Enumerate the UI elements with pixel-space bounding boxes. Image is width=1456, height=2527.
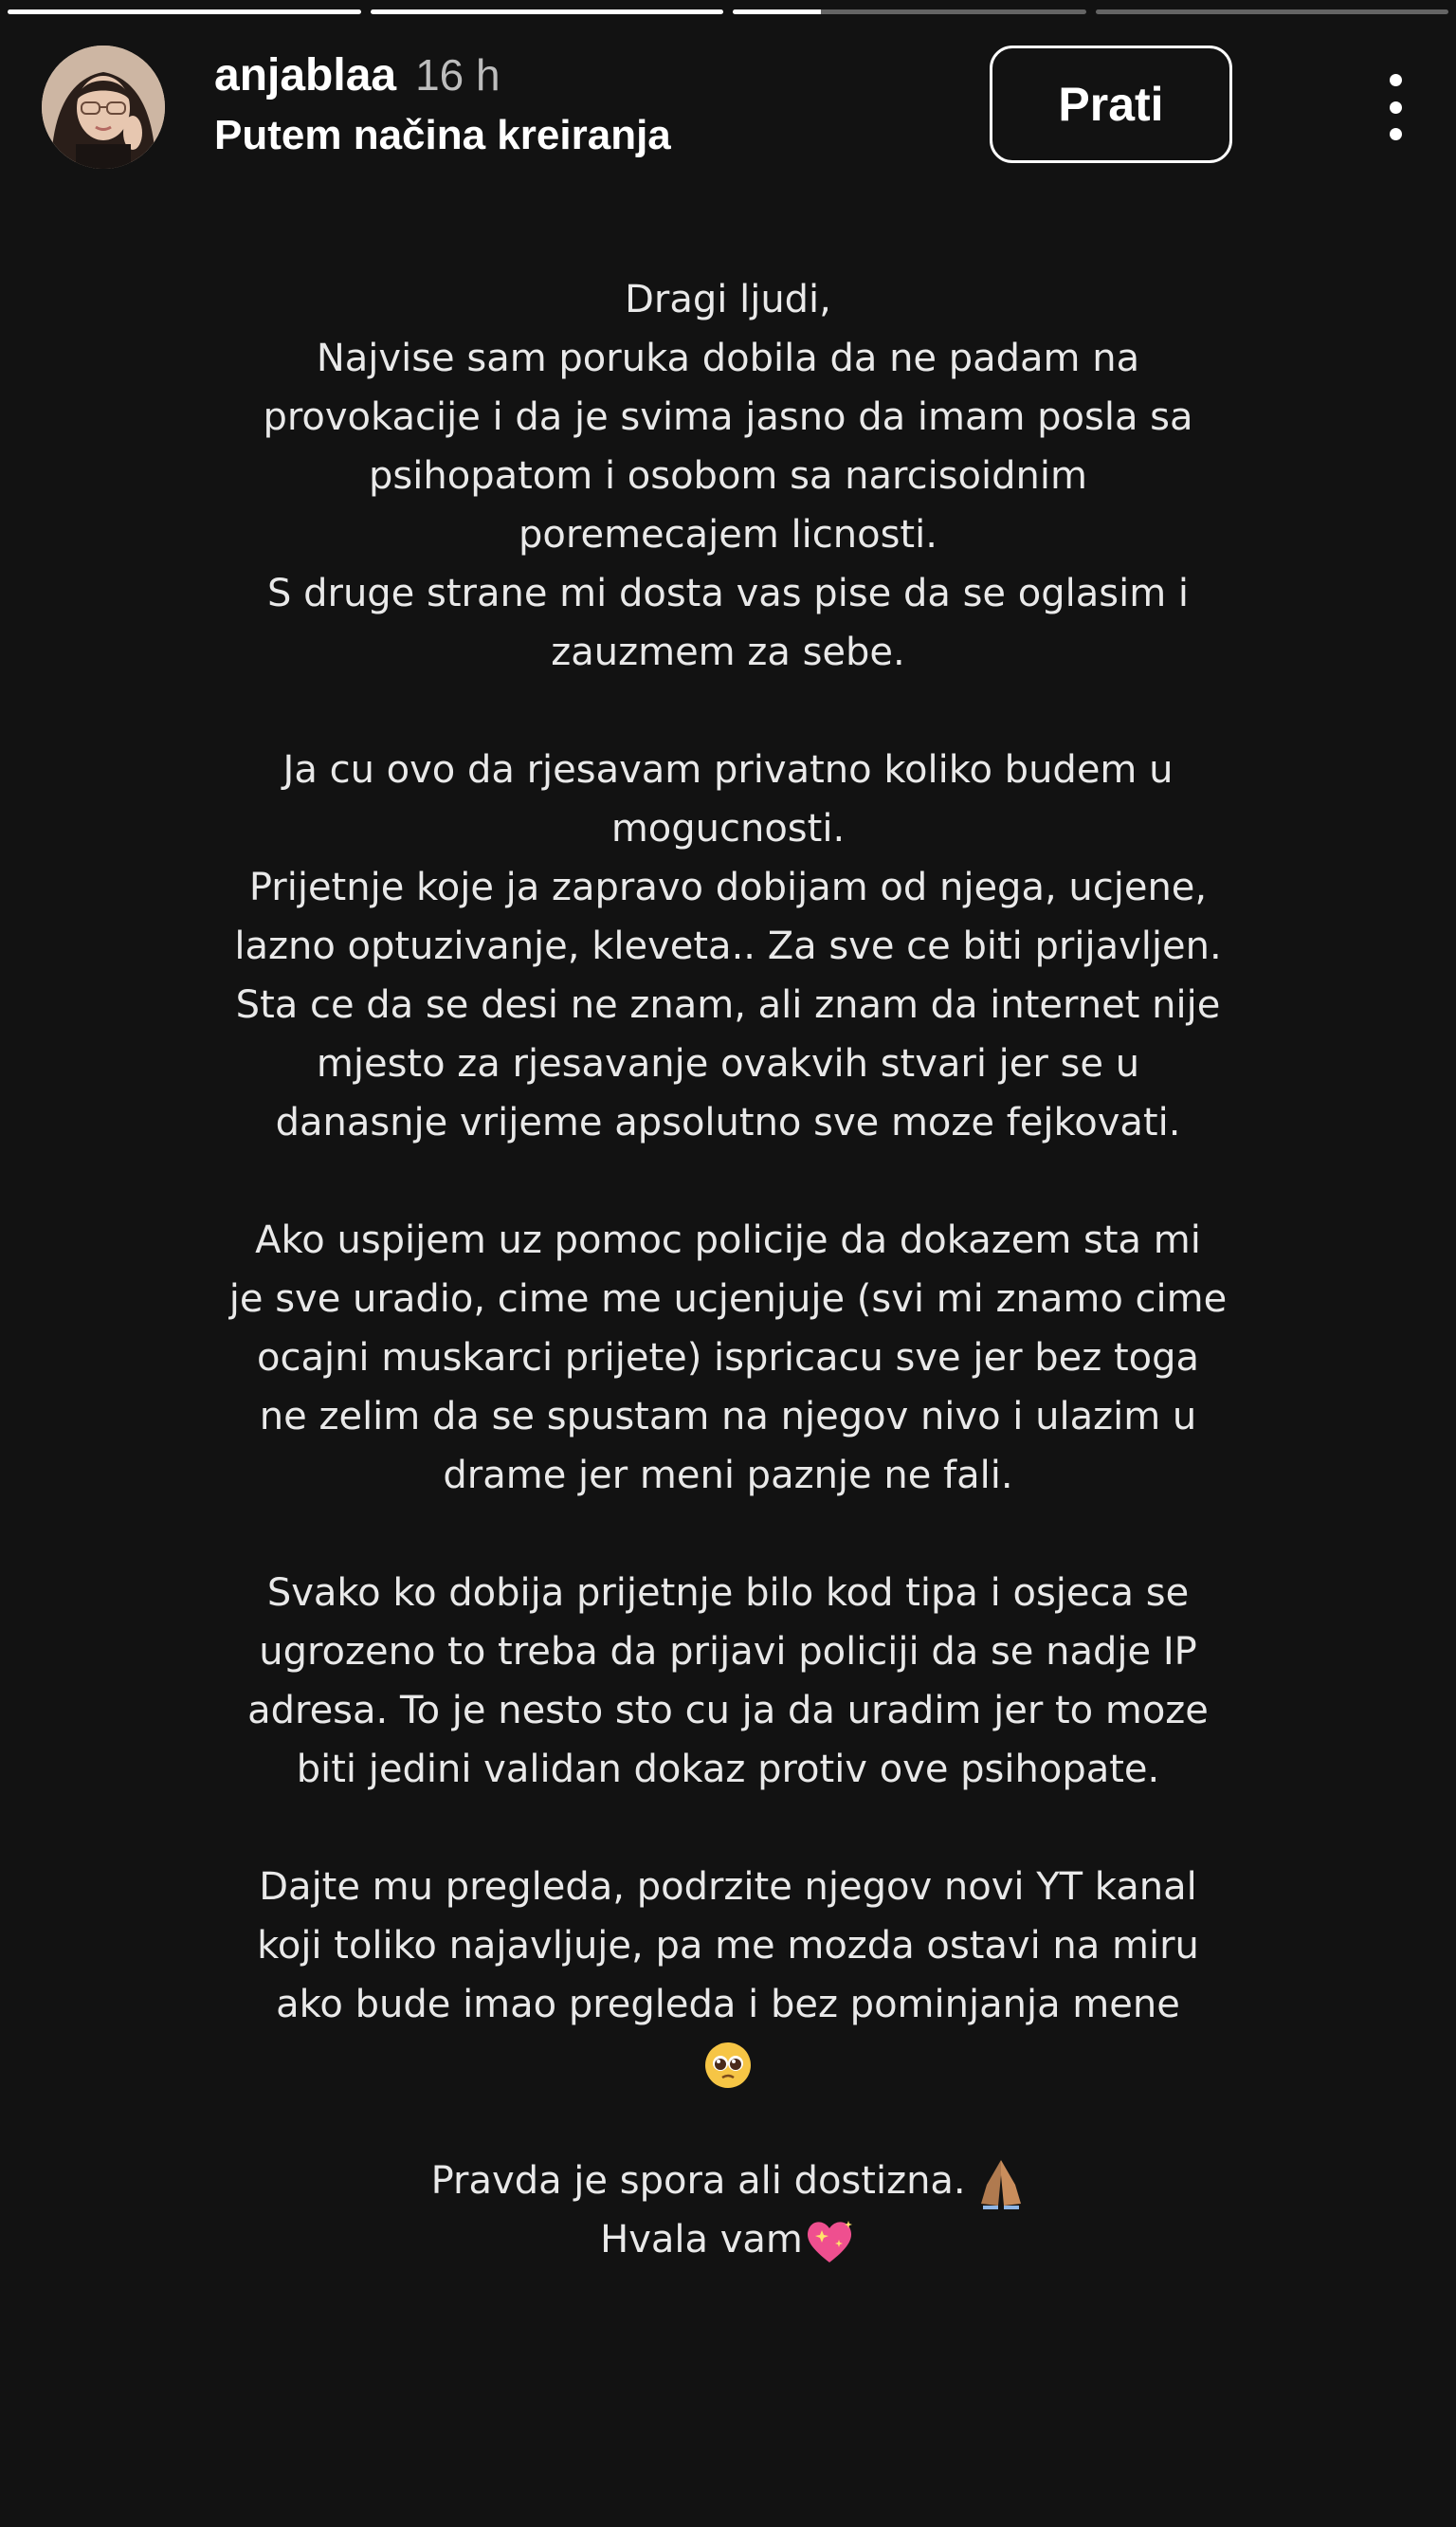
emoji-line — [180, 2034, 1276, 2093]
story-line: mogucnosti. — [610, 807, 846, 851]
folded-hands-emoji-icon — [977, 2156, 1025, 2209]
user-line — [214, 49, 671, 106]
story-progress-segment — [371, 9, 724, 14]
avatar[interactable] — [42, 46, 165, 169]
thanks-text: Hvala vam — [600, 2218, 803, 2261]
follow-button[interactable]: Prati — [990, 46, 1232, 163]
more-dot — [1390, 74, 1402, 86]
story-paragraph — [180, 1858, 1276, 2093]
story-line: S druge strane mi dosta vas pise da se oglasim i — [267, 572, 1189, 615]
more-vertical-icon[interactable] — [1376, 74, 1414, 140]
pleading-face-emoji-icon — [703, 2041, 753, 2090]
story-line: ugrozeno to treba da prijavi policiji da se nadje IP — [259, 1630, 1197, 1674]
story-progress-segment — [8, 9, 361, 14]
creation-mode-label[interactable]: Putem načina kreiranja — [214, 112, 671, 158]
story-text — [180, 270, 1276, 2269]
story-paragraph — [180, 741, 1276, 1152]
story-line: danasnje vrijeme apsolutno sve moze fejkovati. — [275, 1101, 1181, 1144]
more-dot — [1390, 101, 1402, 114]
story-line: drame jer meni paznje ne fali. — [443, 1454, 1013, 1497]
story-line: poremecajem licnosti. — [519, 513, 937, 557]
story-line: ako bude imao pregleda i bez pominjanja mene — [276, 1983, 1180, 2026]
story-line: mjesto za rjesavanje ovakvih stvari jer se u — [316, 1042, 1140, 1086]
story-line: Najvise sam poruka dobila da ne padam na — [316, 337, 1140, 380]
story-line: adresa. To je nesto sto cu ja da uradim jer to moze — [247, 1689, 1209, 1732]
story-line: Ja cu ovo da rjesavam privatno koliko budem u — [282, 748, 1174, 792]
story-line: ocajni muskarci prijete) ispricacu sve jer bez toga — [256, 1336, 1200, 1380]
story-line: Dajte mu pregleda, podrzite njegov novi YT kanal — [259, 1865, 1197, 1909]
story-line: zauzmem za sebe. — [551, 631, 905, 674]
story-line: koji toliko najavljuje, pa me mozda ostavi na miru — [257, 1924, 1199, 1968]
story-line: Ako uspijem uz pomoc policije da dokazem sta mi — [255, 1218, 1201, 1262]
post-time: 16 h — [415, 50, 500, 100]
story-line: je sve uradio, cime me ucjenjuje (svi mi znamo cime — [228, 1277, 1228, 1321]
story-line: Sta ce da se desi ne znam, ali znam da internet nije — [235, 983, 1221, 1027]
user-block — [214, 49, 671, 159]
story-line: Svako ko dobija prijetnje bilo kod tipa i osjeca se — [266, 1571, 1190, 1615]
story-paragraph — [180, 2152, 1276, 2269]
story-progress-fill — [371, 9, 724, 14]
story-line: psihopatom i osobom sa narcisoidnim — [369, 454, 1087, 498]
story-paragraph — [180, 1564, 1276, 1799]
story-line: lazno optuzivanje, kleveta.. Za sve ce biti prijavljen. — [234, 925, 1222, 968]
story-progress-segment — [1096, 9, 1449, 14]
story-progress-bar — [8, 9, 1448, 14]
profile-photo-icon — [42, 46, 165, 169]
story-paragraph — [180, 1211, 1276, 1505]
story-line: biti jedini validan dokaz protiv ove psihopate. — [296, 1748, 1160, 1791]
story-header — [42, 46, 1418, 169]
sparkling-heart-emoji-icon — [803, 2217, 856, 2266]
story-progress-fill — [733, 9, 821, 14]
username[interactable]: anjablaa — [214, 50, 397, 101]
closing-line — [180, 2152, 1276, 2210]
closing-text: Pravda je spora ali dostizna. — [430, 2159, 978, 2203]
story-line: Dragi ljudi, — [625, 278, 831, 321]
story-progress-fill — [8, 9, 361, 14]
more-dot — [1390, 128, 1402, 140]
story-paragraph — [180, 270, 1276, 682]
story-line: provokacije i da je svima jasno da imam posla sa — [263, 395, 1193, 439]
closing-line — [180, 2210, 1276, 2269]
story-line: Prijetnje koje ja zapravo dobijam od njega, ucjene, — [248, 866, 1208, 909]
story-progress-segment — [733, 9, 1086, 14]
story-line: ne zelim da se spustam na njegov nivo i ulazim u — [259, 1395, 1197, 1438]
